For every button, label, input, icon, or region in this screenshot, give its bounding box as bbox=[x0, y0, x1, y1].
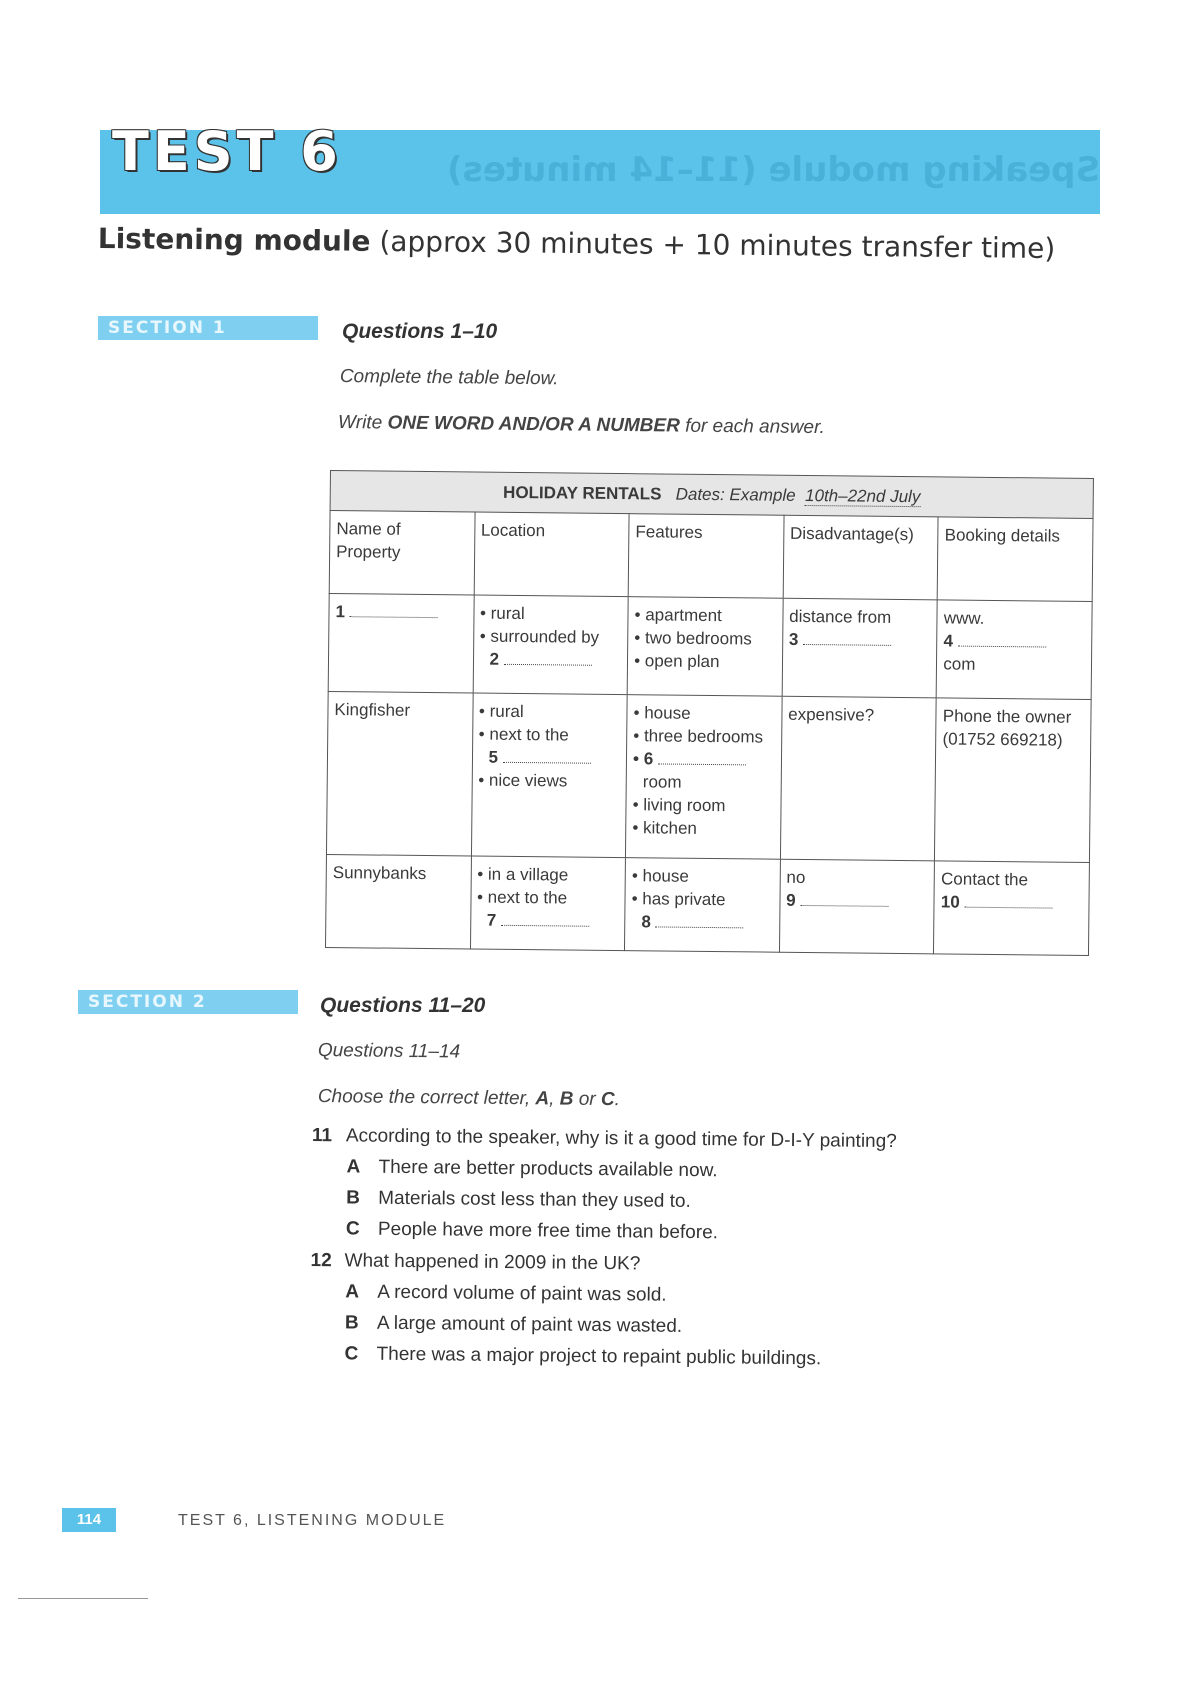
separator: . bbox=[614, 1089, 621, 1111]
gap-number: 9 bbox=[786, 890, 796, 910]
module-title-rest: (approx 30 minutes + 10 minutes transfer time) bbox=[370, 224, 1056, 266]
answer-gap bbox=[504, 650, 592, 666]
cell-location bbox=[470, 856, 626, 951]
gap-number: 4 bbox=[943, 631, 954, 651]
option-letter: C bbox=[345, 1218, 360, 1240]
option-c bbox=[346, 1218, 1011, 1247]
cell-line: • surrounded by bbox=[479, 626, 600, 647]
option-text: There was a major project to repaint public buildings. bbox=[376, 1343, 822, 1370]
instruction-text-end: for each answer. bbox=[679, 415, 826, 439]
answer-gap bbox=[503, 748, 591, 764]
cell-line: • three bedrooms bbox=[633, 726, 764, 747]
cell-line: • apartment bbox=[634, 605, 722, 626]
gap-number: 10 bbox=[940, 892, 960, 912]
column-header: Location bbox=[474, 512, 629, 597]
option-text: A large amount of paint was wasted. bbox=[376, 1312, 683, 1337]
option-text: There are better products available now. bbox=[378, 1156, 718, 1182]
cell-gap-line bbox=[941, 890, 1083, 914]
cell-line: room bbox=[642, 772, 682, 792]
gap-number: 5 bbox=[488, 747, 499, 767]
cell-features bbox=[625, 858, 781, 953]
answer-gap bbox=[964, 893, 1052, 909]
section-2-instruction bbox=[318, 1086, 620, 1111]
cell-line: • living room bbox=[632, 795, 726, 816]
cell-disadvantages bbox=[782, 598, 938, 698]
cell-name: Sunnybanks bbox=[325, 854, 470, 949]
table-dates-label: Dates: Example bbox=[675, 484, 796, 505]
answer-gap bbox=[958, 632, 1046, 648]
running-head: TEST 6, LISTENING MODULE bbox=[178, 1512, 447, 1529]
gap-number: • 6 bbox=[633, 749, 654, 769]
gap-number: 8 bbox=[641, 912, 651, 932]
instruction-emphasis: ONE WORD AND/OR A NUMBER bbox=[387, 412, 680, 437]
answer-gap bbox=[658, 749, 746, 765]
cell-line: • rural bbox=[478, 701, 524, 722]
option-letter: C bbox=[344, 1343, 359, 1365]
cell-name: Kingfisher bbox=[326, 691, 472, 856]
test-title: TEST 6 bbox=[112, 120, 342, 183]
cell-disadvantages bbox=[779, 859, 935, 954]
letter-a: A bbox=[535, 1088, 550, 1110]
cell-line: no bbox=[786, 867, 806, 888]
module-title bbox=[98, 222, 1056, 265]
instruction-text: Choose the correct letter, bbox=[317, 1086, 536, 1110]
cell-line: • in a village bbox=[477, 864, 569, 885]
table-row bbox=[328, 593, 1092, 699]
footer-divider bbox=[18, 1598, 148, 1599]
cell-location bbox=[471, 693, 627, 858]
cell-booking bbox=[934, 861, 1090, 956]
cell-line: • kitchen bbox=[632, 818, 698, 838]
cell-line: www. bbox=[943, 608, 985, 628]
gap-number: 2 bbox=[489, 649, 500, 669]
table-row bbox=[326, 691, 1091, 862]
gap-number: 1 bbox=[335, 602, 346, 622]
cell-line: • rural bbox=[479, 603, 525, 624]
letter-b: B bbox=[559, 1088, 574, 1110]
cell-gap-line bbox=[786, 889, 928, 913]
section-2-questions-heading: Questions 11–20 bbox=[320, 994, 486, 1017]
option-letter: A bbox=[345, 1281, 360, 1303]
cell-line: com bbox=[943, 654, 976, 674]
question-number: 12 bbox=[310, 1249, 332, 1272]
answer-gap bbox=[501, 911, 589, 927]
option-text: Materials cost less than they used to. bbox=[378, 1187, 691, 1212]
cell-gap-line bbox=[479, 648, 621, 672]
column-header: Disadvantage(s) bbox=[783, 515, 938, 600]
page-number: 114 bbox=[62, 1508, 116, 1532]
cell-location bbox=[473, 595, 629, 695]
option-c bbox=[344, 1343, 1009, 1372]
option-a bbox=[346, 1156, 1011, 1185]
gap-number: 7 bbox=[486, 910, 497, 930]
table-row bbox=[325, 854, 1089, 955]
option-letter: B bbox=[346, 1187, 361, 1209]
question-number: 11 bbox=[311, 1125, 333, 1147]
answer-gap bbox=[350, 602, 438, 618]
separator: , bbox=[549, 1088, 560, 1110]
section-1-tag: SECTION 1 bbox=[98, 316, 318, 340]
section-1-instruction-write bbox=[338, 412, 825, 439]
question-text: What happened in 2009 in the UK? bbox=[344, 1250, 641, 1275]
question-list bbox=[309, 1125, 1012, 1382]
cell-line: distance from bbox=[789, 606, 892, 627]
question-12 bbox=[309, 1250, 1010, 1372]
cell-line: • two bedrooms bbox=[634, 628, 752, 649]
cell-line: • house bbox=[633, 703, 691, 723]
column-header: Booking details bbox=[938, 517, 1094, 602]
question-stem bbox=[312, 1125, 1012, 1154]
question-stem bbox=[310, 1250, 1010, 1279]
section-1-questions-heading: Questions 1–10 bbox=[342, 320, 498, 343]
table-header-row bbox=[329, 511, 1093, 602]
cell-line: Contact the bbox=[940, 869, 1029, 890]
cell-booking bbox=[936, 600, 1092, 700]
cell-name bbox=[328, 593, 474, 693]
gap-number: 3 bbox=[788, 629, 799, 649]
cell-gap-line bbox=[631, 910, 773, 934]
option-letter: B bbox=[344, 1312, 359, 1334]
question-11 bbox=[311, 1125, 1012, 1247]
cell-gap-line bbox=[789, 628, 931, 652]
cell-line: • next to the bbox=[476, 887, 568, 908]
answer-gap bbox=[656, 912, 744, 928]
cell-line: • next to the bbox=[478, 724, 569, 745]
cell-booking: Phone the owner (01752 669218) bbox=[935, 698, 1091, 863]
table-title: HOLIDAY RENTALS bbox=[503, 482, 662, 504]
cell-gap-line bbox=[478, 746, 620, 770]
letter-c: C bbox=[600, 1088, 615, 1111]
cell-disadvantages: expensive? bbox=[780, 696, 936, 861]
section-2-tag: SECTION 2 bbox=[78, 990, 298, 1014]
column-header: Name of Property bbox=[329, 511, 474, 596]
answer-gap bbox=[803, 630, 891, 646]
option-letter: A bbox=[346, 1156, 361, 1178]
cell-features bbox=[627, 597, 783, 697]
option-text: A record volume of paint was sold. bbox=[377, 1281, 667, 1306]
table-example-answer: 10th–22nd July bbox=[804, 485, 921, 507]
holiday-rentals-table bbox=[325, 470, 1094, 956]
cell-line: • house bbox=[631, 866, 689, 886]
separator: or bbox=[573, 1088, 602, 1110]
answer-gap bbox=[800, 891, 888, 907]
section-2-sub-heading: Questions 11–14 bbox=[317, 1040, 461, 1063]
cell-gap-line bbox=[633, 747, 775, 771]
mirror-show-through-text: Speaking module (11–14 minutes) bbox=[447, 150, 1100, 190]
cell-line: • has private bbox=[631, 889, 726, 910]
cell-line: • open plan bbox=[634, 651, 720, 672]
column-header: Features bbox=[628, 514, 783, 599]
module-title-bold: Listening module bbox=[97, 222, 371, 258]
instruction-text: Write bbox=[337, 412, 388, 434]
option-b bbox=[346, 1187, 1011, 1216]
option-a bbox=[345, 1281, 1010, 1310]
cell-gap-line bbox=[943, 629, 1085, 653]
cell-line: • nice views bbox=[478, 770, 568, 791]
cell-features bbox=[626, 695, 782, 860]
option-b bbox=[345, 1312, 1010, 1341]
option-text: People have more free time than before. bbox=[377, 1218, 719, 1244]
question-text: According to the speaker, why is it a good time for D-I-Y painting? bbox=[345, 1125, 897, 1153]
section-1-instruction-complete: Complete the table below. bbox=[339, 366, 559, 390]
cell-gap-line bbox=[477, 909, 619, 933]
